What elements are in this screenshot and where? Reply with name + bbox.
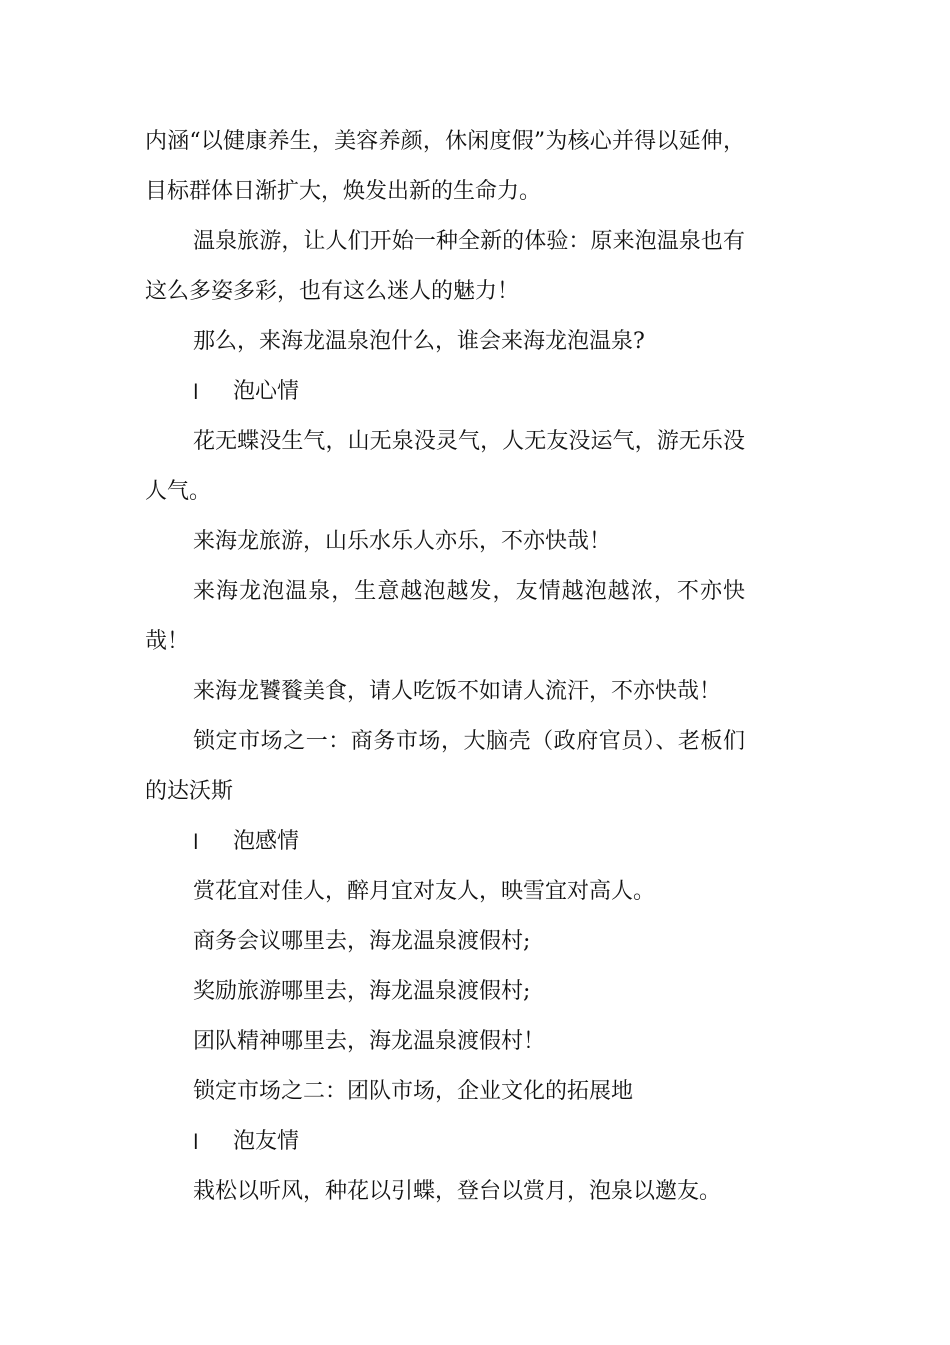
paragraph: 锁定市场之二：团队市场，企业文化的拓展地 [193, 1079, 634, 1104]
document-body [145, 117, 745, 1217]
paragraph: 花无蝶没生气，山无泉没灵气，人无友没运气，游无乐没人气。 [145, 429, 745, 504]
bullet-item [145, 1117, 745, 1167]
bullet-text: 泡友情 [233, 1129, 300, 1154]
bullet-text: 泡心情 [233, 379, 300, 404]
paragraph: 栽松以听风，种花以引蝶，登台以赏月，泡泉以邀友。 [193, 1179, 722, 1204]
paragraph: 来海龙泡温泉，生意越泡越发，友情越泡越浓，不亦快哉！ [145, 579, 745, 654]
paragraph: 来海龙饕餮美食，请人吃饭不如请人流汗，不亦快哉！ [193, 679, 722, 704]
paragraph: 商务会议哪里去，海龙温泉渡假村; [193, 929, 531, 954]
paragraph: 赏花宜对佳人，醉月宜对友人，映雪宜对高人。 [193, 879, 656, 904]
paragraph: 奖励旅游哪里去，海龙温泉渡假村; [193, 979, 531, 1004]
bullet-item [145, 367, 745, 417]
paragraph: 那么，来海龙温泉泡什么，谁会来海龙泡温泉? [193, 329, 645, 354]
paragraph: 内涵“以健康养生，美容养颜，休闲度假”为核心并得以延伸，目标群体日渐扩大，焕发出新的生命力。 [145, 129, 745, 204]
bullet-text: 泡感情 [233, 829, 300, 854]
bullet-icon: l [193, 830, 199, 854]
paragraph: 来海龙旅游，山乐水乐人亦乐，不亦快哉！ [193, 529, 612, 554]
bullet-item [145, 817, 745, 867]
bullet-icon: l [193, 1130, 199, 1154]
paragraph: 锁定市场之一：商务市场，大脑壳（政府官员）、老板们的达沃斯 [145, 729, 745, 804]
bullet-icon: l [193, 380, 199, 404]
paragraph: 温泉旅游，让人们开始一种全新的体验：原来泡温泉也有这么多姿多彩，也有这么迷人的魅力！ [145, 229, 745, 304]
paragraph: 团队精神哪里去，海龙温泉渡假村！ [193, 1029, 546, 1054]
